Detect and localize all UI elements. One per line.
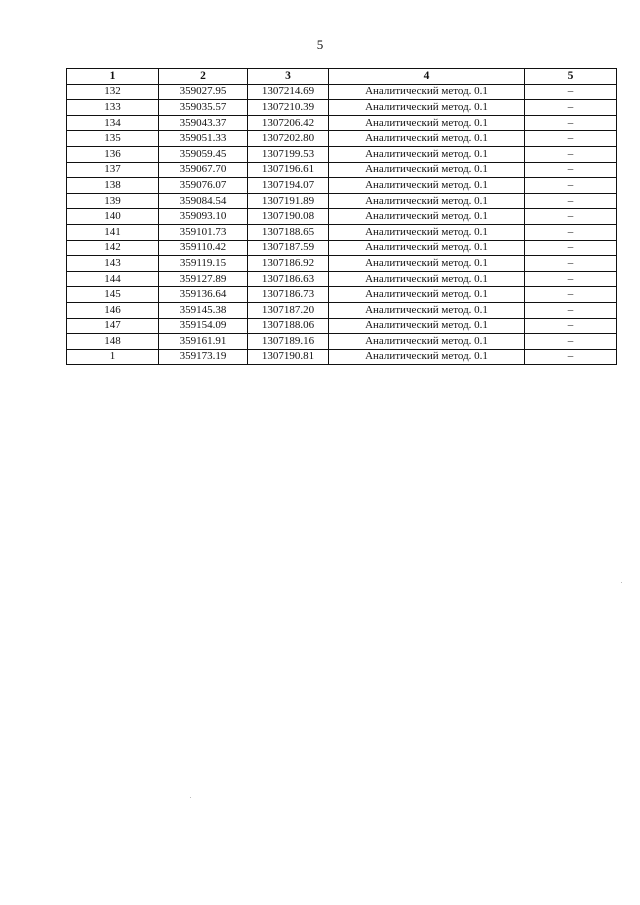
table-row <box>67 115 617 131</box>
method-accuracy-cell: Аналитический метод. 0.1 <box>329 162 525 178</box>
x-coordinate-cell: 359173.19 <box>159 349 248 365</box>
table-row <box>67 318 617 334</box>
table-row <box>67 271 617 287</box>
table-row <box>67 84 617 100</box>
table-row <box>67 334 617 350</box>
x-coordinate-cell: 359127.89 <box>159 271 248 287</box>
scan-speck <box>621 582 622 583</box>
x-coordinate-cell: 359059.45 <box>159 146 248 162</box>
x-coordinate-cell: 359093.10 <box>159 209 248 225</box>
point-number-cell: 144 <box>67 271 159 287</box>
x-coordinate-cell: 359161.91 <box>159 334 248 350</box>
table-row <box>67 349 617 365</box>
note-cell: – <box>525 287 617 303</box>
note-cell: – <box>525 131 617 147</box>
method-accuracy-cell: Аналитический метод. 0.1 <box>329 240 525 256</box>
method-accuracy-cell: Аналитический метод. 0.1 <box>329 302 525 318</box>
point-number-cell: 142 <box>67 240 159 256</box>
point-number-cell: 134 <box>67 115 159 131</box>
table-row <box>67 287 617 303</box>
method-accuracy-cell: Аналитический метод. 0.1 <box>329 224 525 240</box>
point-number-cell: 135 <box>67 131 159 147</box>
y-coordinate-cell: 1307188.06 <box>248 318 329 334</box>
method-accuracy-cell: Аналитический метод. 0.1 <box>329 334 525 350</box>
note-cell: – <box>525 178 617 194</box>
y-coordinate-cell: 1307186.92 <box>248 256 329 272</box>
point-number-cell: 133 <box>67 100 159 116</box>
note-cell: – <box>525 256 617 272</box>
point-number-cell: 140 <box>67 209 159 225</box>
note-cell: – <box>525 240 617 256</box>
point-number-cell: 141 <box>67 224 159 240</box>
method-accuracy-cell: Аналитический метод. 0.1 <box>329 271 525 287</box>
note-cell: – <box>525 271 617 287</box>
point-number-cell: 146 <box>67 302 159 318</box>
point-number-cell: 148 <box>67 334 159 350</box>
x-coordinate-cell: 359027.95 <box>159 84 248 100</box>
y-coordinate-cell: 1307214.69 <box>248 84 329 100</box>
y-coordinate-cell: 1307187.20 <box>248 302 329 318</box>
table-row <box>67 162 617 178</box>
y-coordinate-cell: 1307186.63 <box>248 271 329 287</box>
header-col-2: 2 <box>159 69 248 85</box>
note-cell: – <box>525 84 617 100</box>
scan-speck <box>190 797 191 798</box>
x-coordinate-cell: 359067.70 <box>159 162 248 178</box>
point-number-cell: 138 <box>67 178 159 194</box>
method-accuracy-cell: Аналитический метод. 0.1 <box>329 115 525 131</box>
note-cell: – <box>525 100 617 116</box>
x-coordinate-cell: 359101.73 <box>159 224 248 240</box>
point-number-cell: 145 <box>67 287 159 303</box>
method-accuracy-cell: Аналитический метод. 0.1 <box>329 100 525 116</box>
method-accuracy-cell: Аналитический метод. 0.1 <box>329 131 525 147</box>
method-accuracy-cell: Аналитический метод. 0.1 <box>329 349 525 365</box>
header-col-1: 1 <box>67 69 159 85</box>
y-coordinate-cell: 1307202.80 <box>248 131 329 147</box>
table-row <box>67 256 617 272</box>
header-col-5: 5 <box>525 69 617 85</box>
x-coordinate-cell: 359145.38 <box>159 302 248 318</box>
y-coordinate-cell: 1307186.73 <box>248 287 329 303</box>
x-coordinate-cell: 359154.09 <box>159 318 248 334</box>
y-coordinate-cell: 1307191.89 <box>248 193 329 209</box>
y-coordinate-cell: 1307194.07 <box>248 178 329 194</box>
table-row <box>67 193 617 209</box>
y-coordinate-cell: 1307199.53 <box>248 146 329 162</box>
header-col-4: 4 <box>329 69 525 85</box>
method-accuracy-cell: Аналитический метод. 0.1 <box>329 146 525 162</box>
x-coordinate-cell: 359076.07 <box>159 178 248 194</box>
note-cell: – <box>525 162 617 178</box>
x-coordinate-cell: 359035.57 <box>159 100 248 116</box>
note-cell: – <box>525 302 617 318</box>
y-coordinate-cell: 1307190.81 <box>248 349 329 365</box>
header-row <box>67 69 617 85</box>
table-row <box>67 100 617 116</box>
y-coordinate-cell: 1307210.39 <box>248 100 329 116</box>
point-number-cell: 136 <box>67 146 159 162</box>
method-accuracy-cell: Аналитический метод. 0.1 <box>329 318 525 334</box>
coordinates-table <box>66 68 617 365</box>
table-row <box>67 224 617 240</box>
note-cell: – <box>525 146 617 162</box>
x-coordinate-cell: 359110.42 <box>159 240 248 256</box>
note-cell: – <box>525 318 617 334</box>
note-cell: – <box>525 193 617 209</box>
table-row <box>67 178 617 194</box>
note-cell: – <box>525 334 617 350</box>
table-body <box>67 84 617 365</box>
y-coordinate-cell: 1307196.61 <box>248 162 329 178</box>
method-accuracy-cell: Аналитический метод. 0.1 <box>329 84 525 100</box>
note-cell: – <box>525 224 617 240</box>
table-row <box>67 146 617 162</box>
x-coordinate-cell: 359136.64 <box>159 287 248 303</box>
table-row <box>67 131 617 147</box>
method-accuracy-cell: Аналитический метод. 0.1 <box>329 193 525 209</box>
x-coordinate-cell: 359043.37 <box>159 115 248 131</box>
y-coordinate-cell: 1307190.08 <box>248 209 329 225</box>
point-number-cell: 147 <box>67 318 159 334</box>
y-coordinate-cell: 1307206.42 <box>248 115 329 131</box>
method-accuracy-cell: Аналитический метод. 0.1 <box>329 209 525 225</box>
point-number-cell: 1 <box>67 349 159 365</box>
x-coordinate-cell: 359119.15 <box>159 256 248 272</box>
x-coordinate-cell: 359084.54 <box>159 193 248 209</box>
note-cell: – <box>525 115 617 131</box>
method-accuracy-cell: Аналитический метод. 0.1 <box>329 178 525 194</box>
x-coordinate-cell: 359051.33 <box>159 131 248 147</box>
table-row <box>67 302 617 318</box>
point-number-cell: 132 <box>67 84 159 100</box>
header-col-3: 3 <box>248 69 329 85</box>
table-row <box>67 240 617 256</box>
method-accuracy-cell: Аналитический метод. 0.1 <box>329 287 525 303</box>
point-number-cell: 143 <box>67 256 159 272</box>
table-row <box>67 209 617 225</box>
note-cell: – <box>525 349 617 365</box>
point-number-cell: 139 <box>67 193 159 209</box>
table-header <box>67 69 617 85</box>
note-cell: – <box>525 209 617 225</box>
method-accuracy-cell: Аналитический метод. 0.1 <box>329 256 525 272</box>
y-coordinate-cell: 1307189.16 <box>248 334 329 350</box>
point-number-cell: 137 <box>67 162 159 178</box>
y-coordinate-cell: 1307188.65 <box>248 224 329 240</box>
y-coordinate-cell: 1307187.59 <box>248 240 329 256</box>
page-number: 5 <box>316 37 324 52</box>
